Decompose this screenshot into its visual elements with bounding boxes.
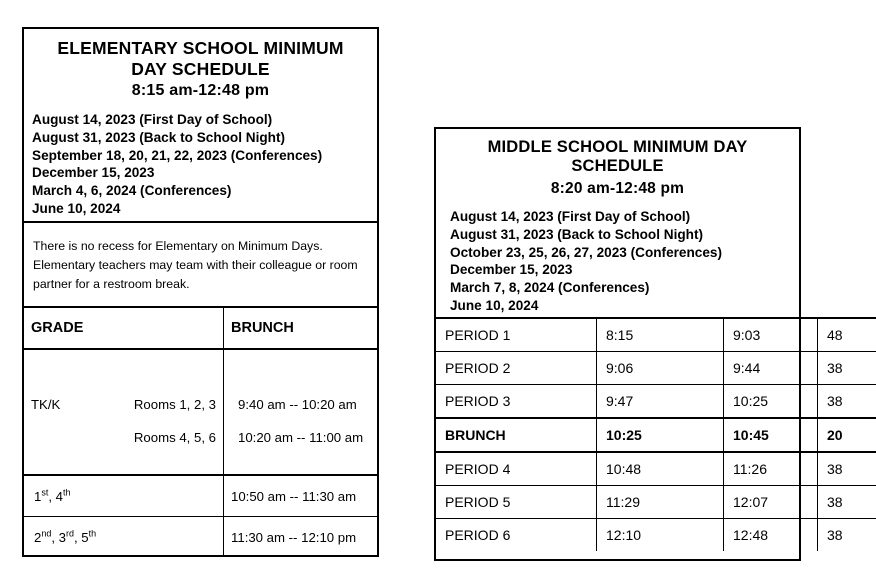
elementary-date-item: September 18, 20, 21, 22, 2023 (Conferences) bbox=[32, 147, 323, 163]
period-start-time: 11:29 bbox=[597, 486, 724, 519]
elementary-title-line-1: ELEMENTARY SCHOOL MINIMUM bbox=[57, 38, 344, 58]
elementary-recess-note: There is no recess for Elementary on Minimum Days. Elementary teachers may team with their colleague or room partner for a restroom break. bbox=[33, 239, 358, 292]
table-row bbox=[436, 352, 876, 385]
table-row bbox=[24, 349, 377, 475]
period-name: PERIOD 5 bbox=[436, 486, 597, 519]
table-row bbox=[436, 519, 876, 552]
brunch-time-1st-4th: 10:50 am -- 11:30 am bbox=[224, 475, 378, 517]
elementary-date-item: December 15, 2023 bbox=[32, 165, 155, 181]
table-row bbox=[24, 517, 377, 558]
period-name: PERIOD 1 bbox=[436, 318, 597, 352]
period-table-body bbox=[436, 318, 876, 551]
period-minutes: 38 bbox=[818, 352, 876, 385]
middle-date-item: June 10, 2024 bbox=[450, 297, 539, 313]
elementary-time-range: 8:15 am-12:48 pm bbox=[131, 82, 270, 100]
elementary-date-item: August 31, 2023 (Back to School Night) bbox=[32, 129, 286, 145]
middle-date-item: December 15, 2023 bbox=[450, 262, 573, 278]
elementary-date-item: August 14, 2023 (First Day of School) bbox=[32, 112, 273, 128]
period-start-time: 10:25 bbox=[597, 418, 724, 452]
grade-label-tkk: TK/K bbox=[31, 397, 61, 413]
period-name: PERIOD 6 bbox=[436, 519, 597, 552]
elementary-panel-title bbox=[24, 29, 377, 101]
brunch-time-2nd-3rd-5th: 11:30 am -- 12:10 pm bbox=[224, 517, 378, 558]
table-row bbox=[436, 418, 876, 452]
middle-date-list bbox=[436, 198, 799, 317]
table-row bbox=[436, 318, 876, 352]
table-row bbox=[24, 475, 377, 517]
middle-date-item: August 14, 2023 (First Day of School) bbox=[450, 209, 691, 225]
middle-panel-title bbox=[436, 129, 799, 198]
table-row bbox=[436, 486, 876, 519]
middle-date-item: March 7, 8, 2024 (Conferences) bbox=[450, 279, 650, 295]
period-end-time: 9:03 bbox=[724, 318, 818, 352]
middle-title-line-2: SCHEDULE bbox=[571, 157, 664, 176]
period-minutes: 38 bbox=[818, 519, 876, 552]
middle-school-schedule-panel bbox=[434, 127, 843, 561]
period-minutes: 20 bbox=[818, 418, 876, 452]
middle-date-item: October 23, 25, 26, 27, 2023 (Conferences) bbox=[450, 244, 723, 260]
brunch-time-rooms-1: 9:40 am -- 10:20 am bbox=[238, 397, 357, 413]
period-end-time: 9:44 bbox=[724, 352, 818, 385]
period-end-time: 12:07 bbox=[724, 486, 818, 519]
rooms-group-1: Rooms 1, 2, 3 bbox=[133, 397, 216, 413]
middle-school-period-table bbox=[436, 317, 876, 551]
table-row bbox=[436, 452, 876, 486]
period-end-time: 10:25 bbox=[724, 385, 818, 419]
period-start-time: 10:48 bbox=[597, 452, 724, 486]
elementary-title-line-2: DAY SCHEDULE bbox=[131, 58, 270, 79]
elementary-date-list bbox=[24, 101, 377, 221]
middle-time-range: 8:20 am-12:48 pm bbox=[550, 179, 685, 197]
period-start-time: 12:10 bbox=[597, 519, 724, 552]
table-row bbox=[436, 385, 876, 419]
elementary-date-item: June 10, 2024 bbox=[32, 200, 121, 216]
period-name: PERIOD 2 bbox=[436, 352, 597, 385]
period-name: BRUNCH bbox=[436, 418, 597, 452]
brunch-time-rooms-2: 10:20 am -- 11:00 am bbox=[238, 430, 364, 446]
elementary-schedule-panel bbox=[22, 27, 379, 557]
elementary-grade-brunch-table bbox=[24, 308, 377, 557]
period-end-time: 10:45 bbox=[724, 418, 818, 452]
period-start-time: 9:06 bbox=[597, 352, 724, 385]
elementary-date-item: March 4, 6, 2024 (Conferences) bbox=[32, 182, 232, 198]
period-name: PERIOD 3 bbox=[436, 385, 597, 419]
period-minutes: 38 bbox=[818, 486, 876, 519]
period-start-time: 8:15 bbox=[597, 318, 724, 352]
table-header-row bbox=[24, 308, 377, 349]
column-header-brunch: BRUNCH bbox=[224, 308, 378, 349]
middle-date-item: August 31, 2023 (Back to School Night) bbox=[450, 226, 704, 242]
period-minutes: 38 bbox=[818, 452, 876, 486]
period-end-time: 12:48 bbox=[724, 519, 818, 552]
period-end-time: 11:26 bbox=[724, 452, 818, 486]
grade-label-1st-4th: 1st, 4th bbox=[24, 475, 224, 517]
middle-title-line-1: MIDDLE SCHOOL MINIMUM DAY bbox=[487, 138, 748, 156]
period-start-time: 9:47 bbox=[597, 385, 724, 419]
period-name: PERIOD 4 bbox=[436, 452, 597, 486]
grade-cell-tkk bbox=[24, 349, 224, 475]
rooms-group-2: Rooms 4, 5, 6 bbox=[133, 430, 216, 446]
period-minutes: 48 bbox=[818, 318, 876, 352]
period-minutes: 38 bbox=[818, 385, 876, 419]
column-header-grade: GRADE bbox=[24, 308, 224, 349]
brunch-cell-tkk bbox=[224, 349, 378, 475]
grade-label-2nd-3rd-5th: 2nd, 3rd, 5th bbox=[24, 517, 224, 558]
